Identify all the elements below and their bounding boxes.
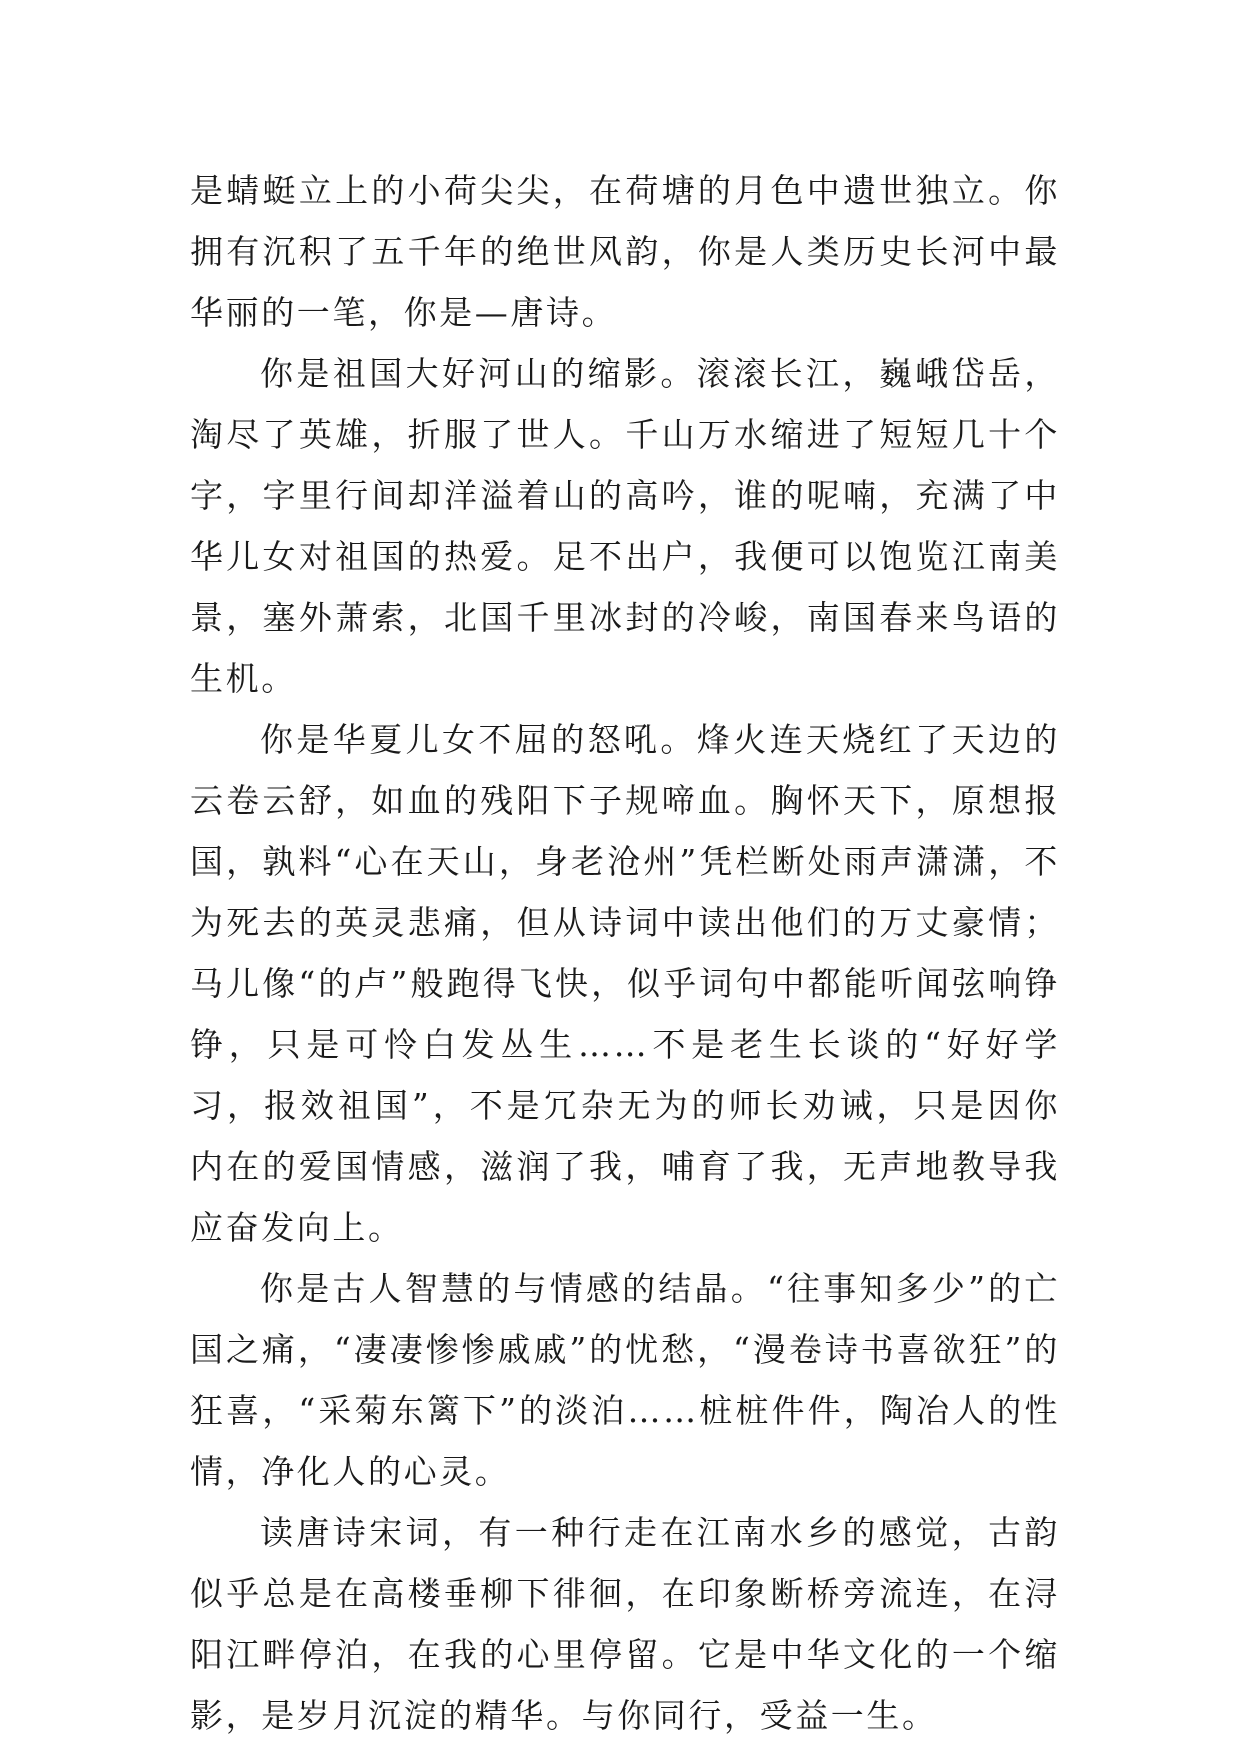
paragraph-3: 你是华夏儿女不屈的怒吼。烽火连天烧红了天边的云卷云舒，如血的残阳下子规啼血。胸怀天下，原想报国，孰料“心在天山，身老沧州”凭栏断处雨声潇潇，不为死去的英灵悲痛，但从诗词中读出他们的万丈豪情；马儿像“的卢”般跑得飞快，似乎词句中都能听闻弦响铮铮，只是可怜白发丛生……不是老生长谈的“好好学习，报效祖国”，不是冗杂无为的师长劝诫，只是因你内在的爱国情感，滋润了我，哺育了我，无声地教导我应奋发向上。 xyxy=(190,720,1060,1247)
paragraph-1: 是蜻蜓立上的小荷尖尖，在荷塘的月色中遗世独立。你拥有沉积了五千年的绝世风韵，你是人类历史长河中最华丽的一笔，你是—唐诗。 xyxy=(190,171,1060,332)
paragraph-2: 你是祖国大好河山的缩影。滚滚长江，巍峨岱岳，淘尽了英雄，折服了世人。千山万水缩进了短短几十个字，字里行间却洋溢着山的高吟，谁的呢喃，充满了中华儿女对祖国的热爱。足不出户，我便可以饱览江南美景，塞外萧索，北国千里冰封的冷峻，南国春来鸟语的生机。 xyxy=(190,354,1060,698)
essay-body xyxy=(190,160,1060,1746)
paragraph-4: 你是古人智慧的与情感的结晶。“往事知多少”的亡国之痛，“凄凄惨惨戚戚”的忧愁，“漫卷诗书喜欲狂”的狂喜，“采菊东篱下”的淡泊……桩桩件件，陶冶人的性情，净化人的心灵。 xyxy=(190,1269,1060,1491)
paragraph-5: 读唐诗宋词，有一种行走在江南水乡的感觉，古韵似乎总是在高楼垂柳下徘徊，在印象断桥旁流连，在浔阳江畔停泊，在我的心里停留。它是中华文化的一个缩影，是岁月沉淀的精华。与你同行，受益一生。 xyxy=(190,1513,1060,1735)
